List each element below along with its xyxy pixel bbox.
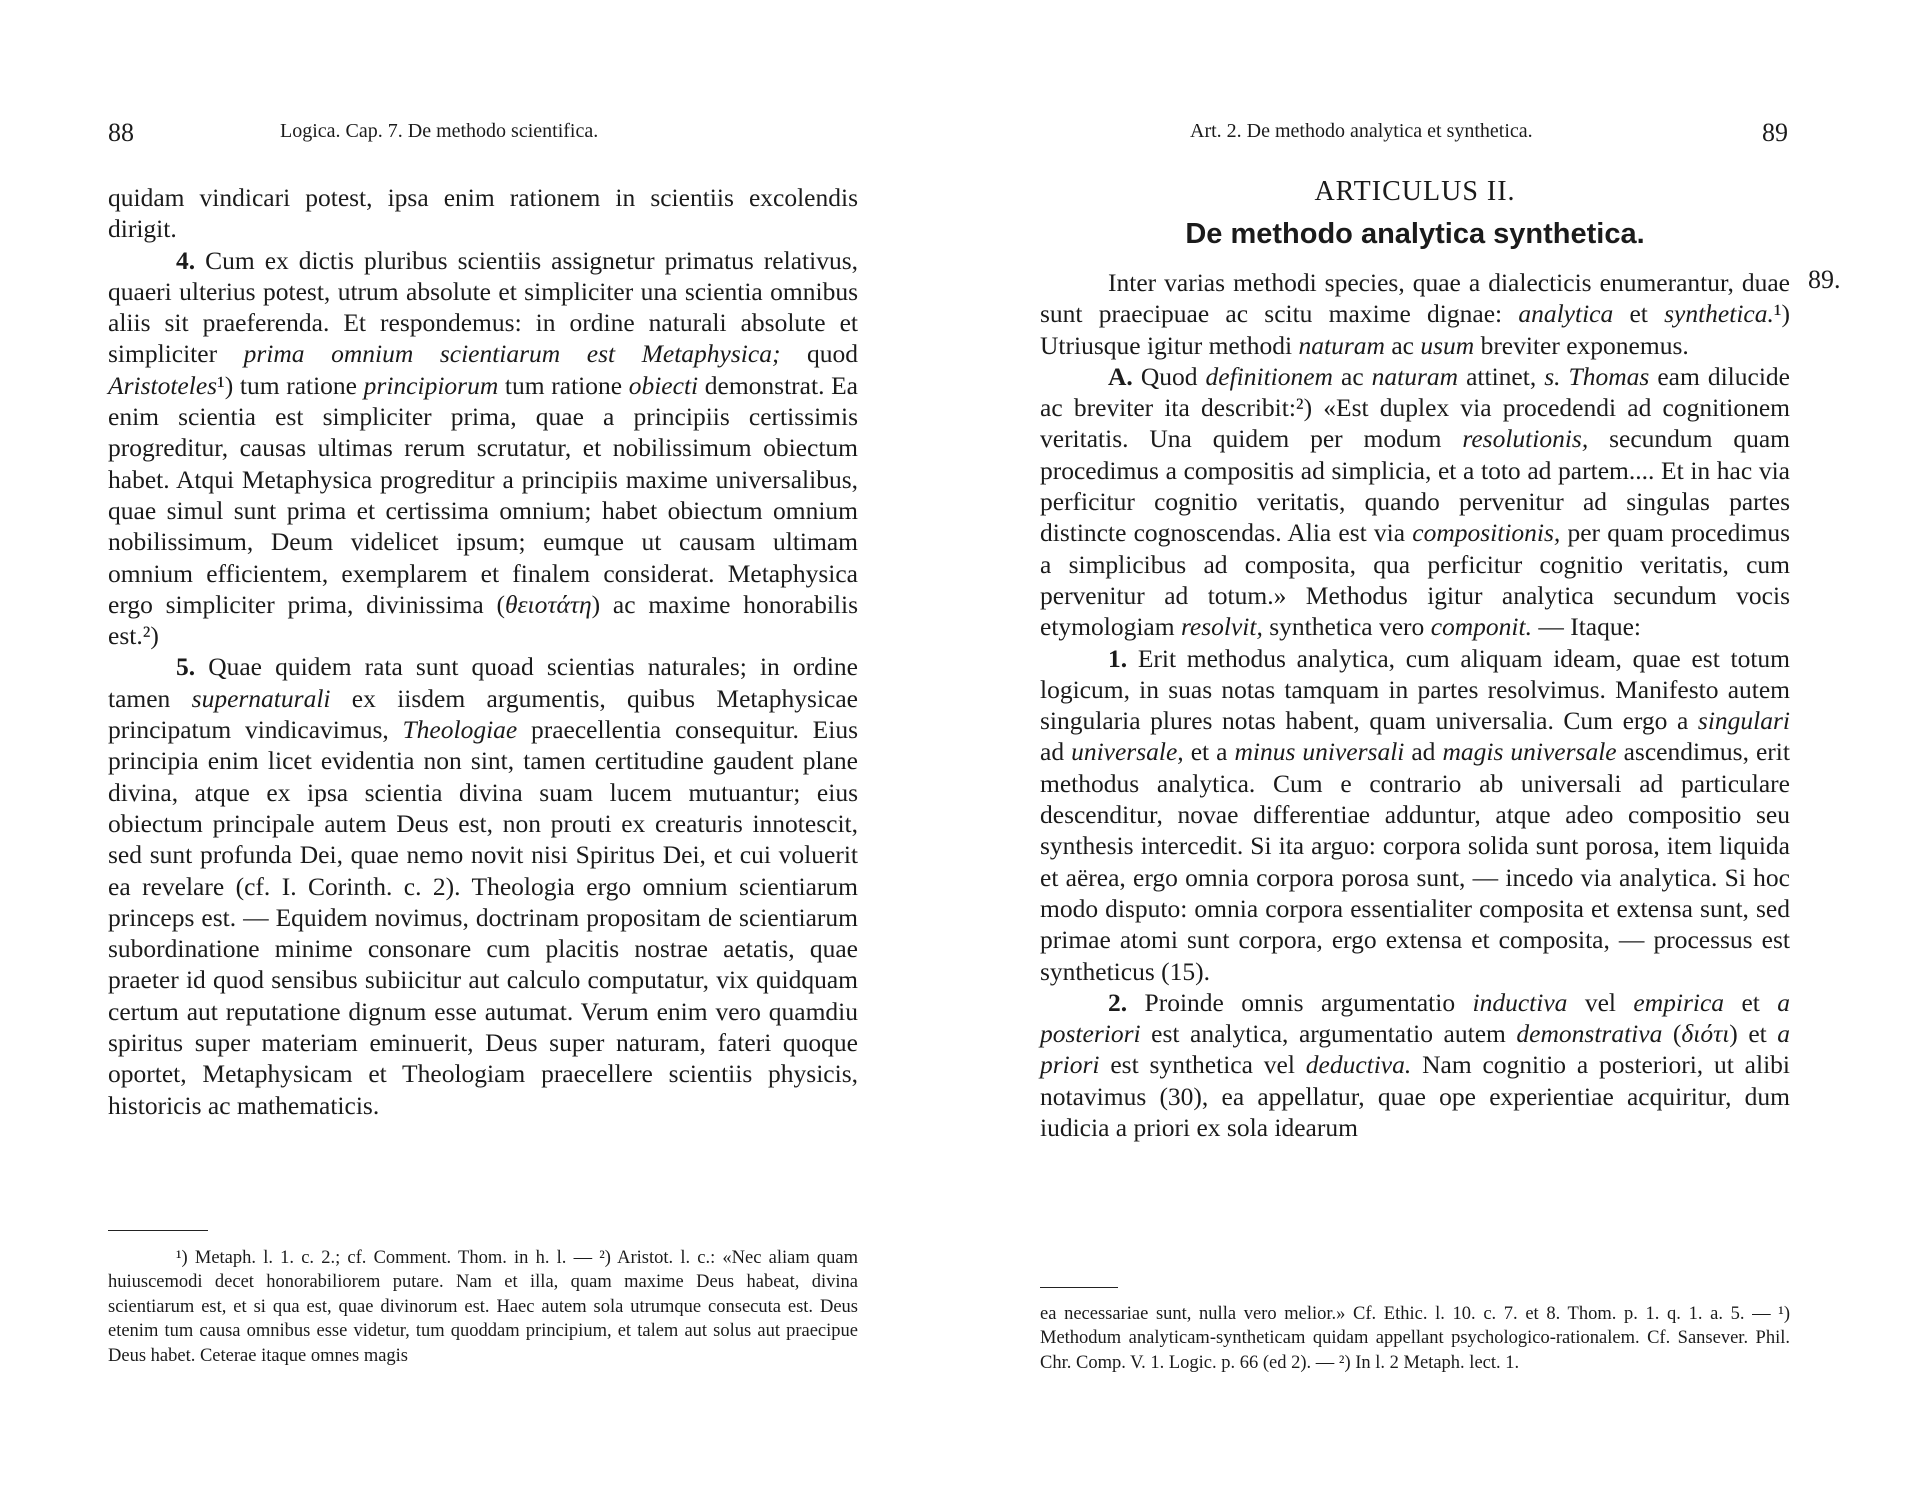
- run: est analytica, argumentatio autem: [1140, 1019, 1517, 1049]
- emphasis: demonstrativa: [1516, 1019, 1663, 1049]
- run: et a: [1183, 737, 1235, 767]
- run: attinet,: [1458, 361, 1545, 391]
- body-text: [1040, 267, 1790, 1143]
- footnotes: [1040, 1302, 1790, 1375]
- run: Quae quidem rata sunt quoad scientias naturales; in ordine tamen: [108, 652, 858, 713]
- margin-number: 89.: [1808, 265, 1841, 294]
- run: praecellentia consequitur. Eius principia enim licet evidentia non sint, tamen certitudine gaudent plane divina, atque ex ipsa scientia divina suam lucem mutuantur; eius obiectum principale autem Deus est, non prouti ex creaturis innotescit, sed sunt profunda Dei, quae nemo novit nisi Spiritus Dei, et cui voluerit ea revelare (cf. I. Corinth. c. 2). Theologia ergo omnium scientiarum princeps est. — Equidem novimus, doctrinam propositam de scientiarum subordinatione minime consonare cum placitis nostrae aetatis, quae praeter id quod sensibus subiicitur aut calculo computatur, vix quidquam certum aut reputatione dignum esse autumat. Verum enim vero quamdiu spiritus super materiam eminuerit, Deus super naturam, fateri quoque oportet, Metaphysicam et Theologiam praecellere scientiis physicis, historicis ac mathematicis.: [108, 715, 858, 1120]
- run: synthetica vero: [1262, 612, 1431, 642]
- emphasis: naturam: [1298, 330, 1385, 360]
- run: et: [1613, 299, 1665, 329]
- run: vel: [1567, 987, 1634, 1017]
- emphasis: empirica: [1633, 987, 1725, 1017]
- running-head: Logica. Cap. 7. De methodo scientifica.: [280, 120, 599, 142]
- paragraph: [108, 182, 858, 245]
- emphasis: inductiva: [1472, 987, 1568, 1017]
- run: ac: [1384, 330, 1421, 360]
- run: ascendimus, erit methodus analytica. Cum e contrario ab universali ad particulare descenditur, novae differentiae adduntur, atque adeo compositio seu synthesis intercedit. Si ita arguo: corpora solida sunt porosa, item liquida et aërea, ergo omnia corpora porosa sunt, — incedo via analytica. Si hoc modo disputo: omnia corpora essentialiter composita et extensa sunt, sed primae atomi sunt corpora, ergo extensa et composita, — processus est syntheticus (15).: [1040, 737, 1790, 986]
- emphasis: deductiva.: [1305, 1050, 1412, 1080]
- paragraph-number: 5.: [176, 652, 196, 682]
- run: breviter exponemus.: [1474, 330, 1689, 360]
- paragraph-number: 4.: [176, 245, 196, 275]
- run: Cum ex dictis pluribus scientiis assignetur primatus relativus, quaeri ulterius potest, utrum absolute et simpliciter una scientia omnibus aliis sit praeferenda. Et respondemus: in ordine naturali absolute et simpliciter: [108, 245, 858, 369]
- footnote: [108, 1246, 858, 1368]
- emphasis: naturam: [1371, 361, 1459, 391]
- emphasis: usum: [1420, 330, 1475, 360]
- page-number: 89: [1762, 118, 1788, 147]
- emphasis: Aristoteles: [108, 370, 218, 400]
- run: ¹) tum ratione: [217, 370, 364, 400]
- footnote-separator: [108, 1230, 208, 1231]
- run: eam dilucide ac breviter ita describit:²) «Est duplex via procedendi ad cognitionem veritatis. Una quidem per modum: [1040, 361, 1790, 454]
- run: ad: [1040, 737, 1072, 767]
- page-number: 88: [108, 118, 134, 147]
- run: ex iisdem argumentis, quibus Metaphysicae principatum vindicavimus,: [108, 683, 858, 745]
- run: et: [1724, 987, 1778, 1017]
- emphasis: analytica: [1518, 299, 1614, 329]
- emphasis: magis universale: [1442, 737, 1617, 767]
- paragraph: [1040, 267, 1790, 361]
- run: ¹) Utriusque igitur methodi: [1040, 299, 1790, 360]
- greek-word: διότι: [1681, 1019, 1730, 1049]
- run: per quam procedimus a simplicibus ad composita, qua perficitur cognitio veritatis, cum pervenitur ad totum.» Methodus igitur analytica secundum vocis etymologiam: [1040, 518, 1791, 642]
- emphasis: a posteriori: [1040, 987, 1791, 1049]
- footnote-text: ea necessariae sunt, nulla vero melior.» Cf. Ethic. l. 10. c. 7. et 8. Thom. p. 1. q. 1. a. 5. — ¹) Methodum analyticam-syntheticam quidam appellant psychologico-rationalem. Cf. Sansever. Phil. Chr. Comp. V. 1. Logic. p. 66 (ed 2). — ²) In l. 2 Metaph. lect. 1.: [1040, 1304, 1790, 1373]
- emphasis: a priori: [1040, 1019, 1791, 1080]
- emphasis: definitionem: [1205, 361, 1333, 391]
- run: Erit methodus analytica, cum aliquam ideam, quae est totum logicum, in suas notas tamquam in partes resolvimus. Manifesto autem singularia plures notas habent, quam universalia. Cum ergo a: [1040, 643, 1790, 736]
- body-text: [108, 182, 858, 1121]
- run: ) et: [1729, 1019, 1778, 1049]
- footnotes: [108, 1246, 858, 1368]
- emphasis: supernaturali: [191, 683, 331, 713]
- emphasis: componit.: [1430, 612, 1532, 642]
- greek-word: θειοτάτη: [504, 589, 592, 619]
- run: Proinde omnis argumentatio: [1127, 987, 1473, 1017]
- paragraph-number: 2.: [1108, 987, 1128, 1017]
- article-label: ARTICULUS II.: [1314, 176, 1516, 207]
- run: ) ac maxime honorabilis est.²): [108, 589, 858, 651]
- paragraph-2: [1040, 987, 1790, 1143]
- paragraph-A: [1040, 361, 1790, 643]
- paragraph-number: A.: [1108, 361, 1133, 391]
- running-head: Art. 2. De methodo analytica et synthetica.: [1190, 120, 1533, 142]
- footnote-text: ¹) Metaph. l. 1. c. 2.; cf. Comment. Thom. in h. l. — ²) Aristot. l. c.: «Nec aliam quam huiuscemodi decet honorabiliorem putare. Nam et illa, quam maxime Deus habeat, divina scientiarum est, et si qua est, quae divinorum est. Haec autem sola utrumque consecuta est. Deus etenim tum causa omnibus esse videtur, tum quoddam principium, et talem aut solus aut praecipue Deus habet. Ceterae itaque omnes magis: [108, 1248, 858, 1366]
- paragraph-1: [1040, 643, 1790, 987]
- run: (: [1662, 1019, 1682, 1049]
- emphasis: prima omnium scientiarum est Metaphysica;: [243, 339, 781, 369]
- run: Inter varias methodi species, quae a dialecticis enumerantur, duae sunt praecipuae ac scitu maxime dignae:: [1040, 268, 1790, 329]
- paragraph-5: [108, 651, 858, 1120]
- run: secundum quam procedimus a compositis ad simplicia, et a toto ad partem.... Et in hac via perficitur cognitio veritatis, quando pervenitur ad singulas partes distincte cognoscendas. Alia est via: [1040, 424, 1790, 548]
- emphasis: singulari: [1697, 706, 1790, 736]
- emphasis: synthetica.: [1664, 299, 1774, 329]
- run: est synthetica vel: [1099, 1050, 1306, 1080]
- run: — Itaque:: [1531, 612, 1642, 642]
- run: ad: [1404, 737, 1443, 767]
- emphasis: resolutionis,: [1462, 424, 1589, 454]
- run: Quod: [1132, 361, 1206, 391]
- emphasis: compositionis,: [1412, 518, 1561, 548]
- emphasis: obiecti: [628, 370, 699, 400]
- run: ac: [1332, 361, 1372, 391]
- emphasis: minus universali: [1234, 737, 1405, 767]
- emphasis: principiorum: [363, 370, 499, 400]
- footnote: [1040, 1302, 1790, 1375]
- emphasis: resolvit,: [1180, 612, 1263, 642]
- paragraph-number: 1.: [1108, 643, 1128, 673]
- run: tum ratione: [498, 370, 629, 400]
- article-title: De methodo analytica synthetica.: [1185, 218, 1645, 250]
- emphasis: universale,: [1071, 737, 1184, 767]
- emphasis: Theologiae: [402, 715, 518, 745]
- footnote-separator: [1040, 1287, 1118, 1288]
- paragraph-4: [108, 245, 858, 652]
- run: Nam cognitio a posteriori, ut alibi notavimus (30), ea appellatur, quae ope experientiae acquiritur, dum iudicia a priori ex sola idearum: [1040, 1050, 1790, 1143]
- run: demonstrat. Ea enim scientia est simpliciter prima, quae a principiis certissimis progreditur, causas ultimas rerum scrutatur, et nobilissimum obiectum habet. Atqui Metaphysica progreditur a principiis maxime universalibus, quae simul sunt prima et certissima omnium; habet obiectum omnium nobilissimum, Deum videlicet ipsum; eumque ut causam ultimam omnium efficientem, exemplarem et finalem considerat. Metaphysica ergo simpliciter prima, divinissima (: [108, 370, 859, 619]
- emphasis: s. Thomas: [1544, 361, 1650, 391]
- run: quidam vindicari potest, ipsa enim rationem in scientiis excolendis dirigit.: [108, 183, 858, 244]
- run: quod: [780, 339, 859, 369]
